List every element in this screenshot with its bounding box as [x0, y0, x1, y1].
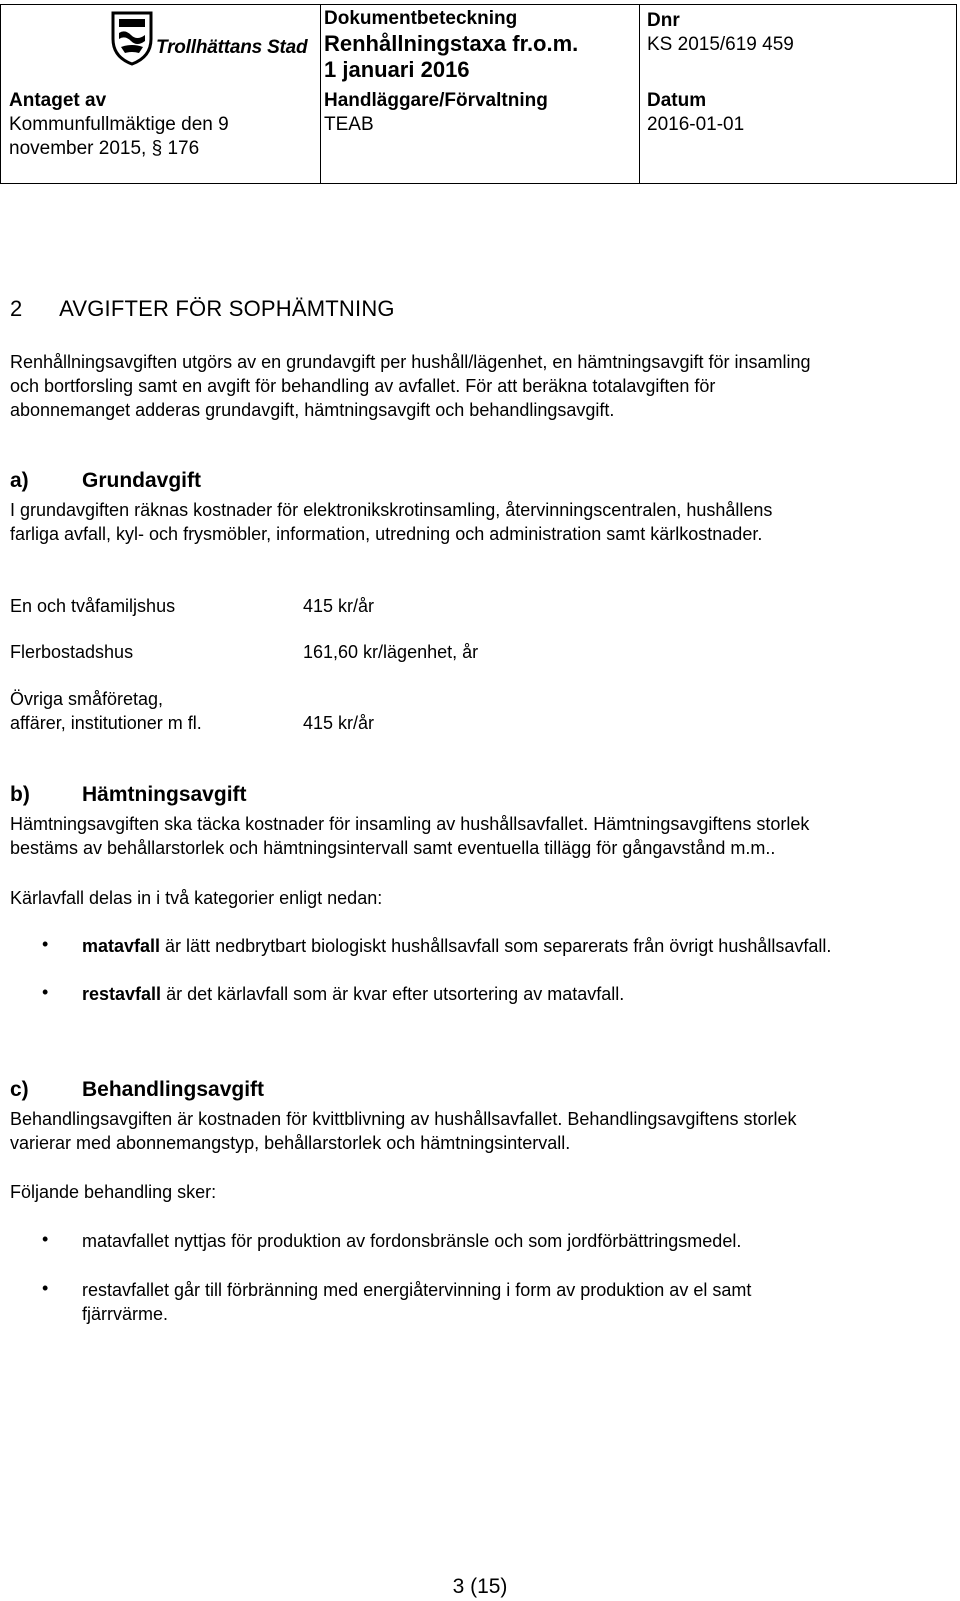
dokumentbeteckning-value: Renhållningstaxa fr.o.m. — [324, 31, 579, 56]
hamtningsavgift-text: Hämtningsavgiften ska täcka kostnader för insamling av hushållsavfallet. Hämtningsavgiftens storlek — [10, 814, 810, 834]
intro-paragraph-line: Renhållningsavgiften utgörs av en grundavgift per hushåll/lägenhet, en hämtningsavgift för insamling — [10, 352, 811, 372]
subheading-behandlingsavgift: c) Behandlingsavgift — [10, 1078, 265, 1101]
fee-row-label: Övriga småföretag, — [10, 689, 164, 709]
list-item: matavfallet nyttjas för produktion av fordonsbränsle och som jordförbättringsmedel. — [82, 1231, 742, 1251]
subheading-hamtningsavgift: b) Hämtningsavgift — [10, 783, 247, 806]
datum-label: Datum — [647, 90, 707, 111]
bullet-icon: • — [42, 934, 49, 954]
list-item: fjärrvärme. — [82, 1304, 169, 1324]
logo-text: Trollhättans Stad — [156, 37, 308, 58]
behandlingsavgift-text: Följande behandling sker: — [10, 1182, 217, 1202]
handlaggare-value: TEAB — [324, 114, 374, 135]
antaget-value: Kommunfullmäktige den 9 — [9, 114, 229, 135]
fee-row-label: affärer, institutioner m fl. — [10, 713, 202, 733]
section-heading: 2 AVGIFTER FÖR SOPHÄMTNING — [10, 296, 395, 321]
dnr-value: KS 2015/619 459 — [647, 34, 794, 55]
header-divider — [320, 5, 321, 183]
hamtningsavgift-text: Kärlavfall delas in i två kategorier enligt nedan: — [10, 888, 383, 908]
dnr-label: Dnr — [647, 10, 680, 31]
list-item: restavfallet går till förbränning med energiåtervinning i form av produktion av el samt — [82, 1280, 752, 1300]
handlaggare-label: Handläggare/Förvaltning — [324, 90, 548, 111]
datum-value: 2016-01-01 — [647, 114, 745, 135]
behandlingsavgift-text: varierar med abonnemangstyp, behållarstorlek och hämtningsintervall. — [10, 1133, 571, 1153]
grundavgift-text: I grundavgiften räknas kostnader för elektronikskrotinsamling, återvinningscentralen, hushållens — [10, 500, 773, 520]
coat-of-arms-icon — [109, 9, 155, 67]
list-item: restavfall är det kärlavfall som är kvar efter utsortering av matavfall. — [82, 984, 625, 1004]
dokumentbeteckning-value: 1 januari 2016 — [324, 57, 470, 82]
bullet-icon: • — [42, 1229, 49, 1249]
intro-paragraph-line: abonnemanget adderas grundavgift, hämtningsavgift och behandlingsavgift. — [10, 400, 615, 420]
fee-row-label: En och tvåfamiljshus — [10, 596, 176, 616]
intro-paragraph-line: och bortforsling samt en avgift för behandling av avfallet. För att beräkna totalavgiften för — [10, 376, 716, 396]
hamtningsavgift-text: bestäms av behållarstorlek och hämtningsintervall samt eventuella tillägg för gångavstånd m.m.. — [10, 838, 776, 858]
antaget-label: Antaget av — [9, 90, 107, 111]
subheading-grundavgift: a) Grundavgift — [10, 469, 201, 492]
antaget-value: november 2015, § 176 — [9, 138, 200, 159]
fee-row-label: Flerbostadshus — [10, 642, 134, 662]
fee-row-value: 415 kr/år — [303, 596, 375, 616]
list-item: matavfall är lätt nedbrytbart biologiskt hushållsavfall som separerats från övrigt hushållsavfall. — [82, 936, 832, 956]
dokumentbeteckning-label: Dokumentbeteckning — [324, 8, 518, 29]
fee-row-value: 161,60 kr/lägenhet, år — [303, 642, 479, 662]
document-header — [0, 4, 957, 184]
page-number: 3 (15) — [452, 1575, 508, 1598]
municipality-logo — [109, 9, 319, 69]
fee-row-value: 415 kr/år — [303, 713, 375, 733]
bullet-icon: • — [42, 982, 49, 1002]
behandlingsavgift-text: Behandlingsavgiften är kostnaden för kvittblivning av hushållsavfallet. Behandlingsavgiftens storlek — [10, 1109, 797, 1129]
bullet-icon: • — [42, 1278, 49, 1298]
grundavgift-text: farliga avfall, kyl- och frysmöbler, information, utredning och administration samt kärlkostnader. — [10, 524, 763, 544]
header-divider — [639, 5, 640, 183]
